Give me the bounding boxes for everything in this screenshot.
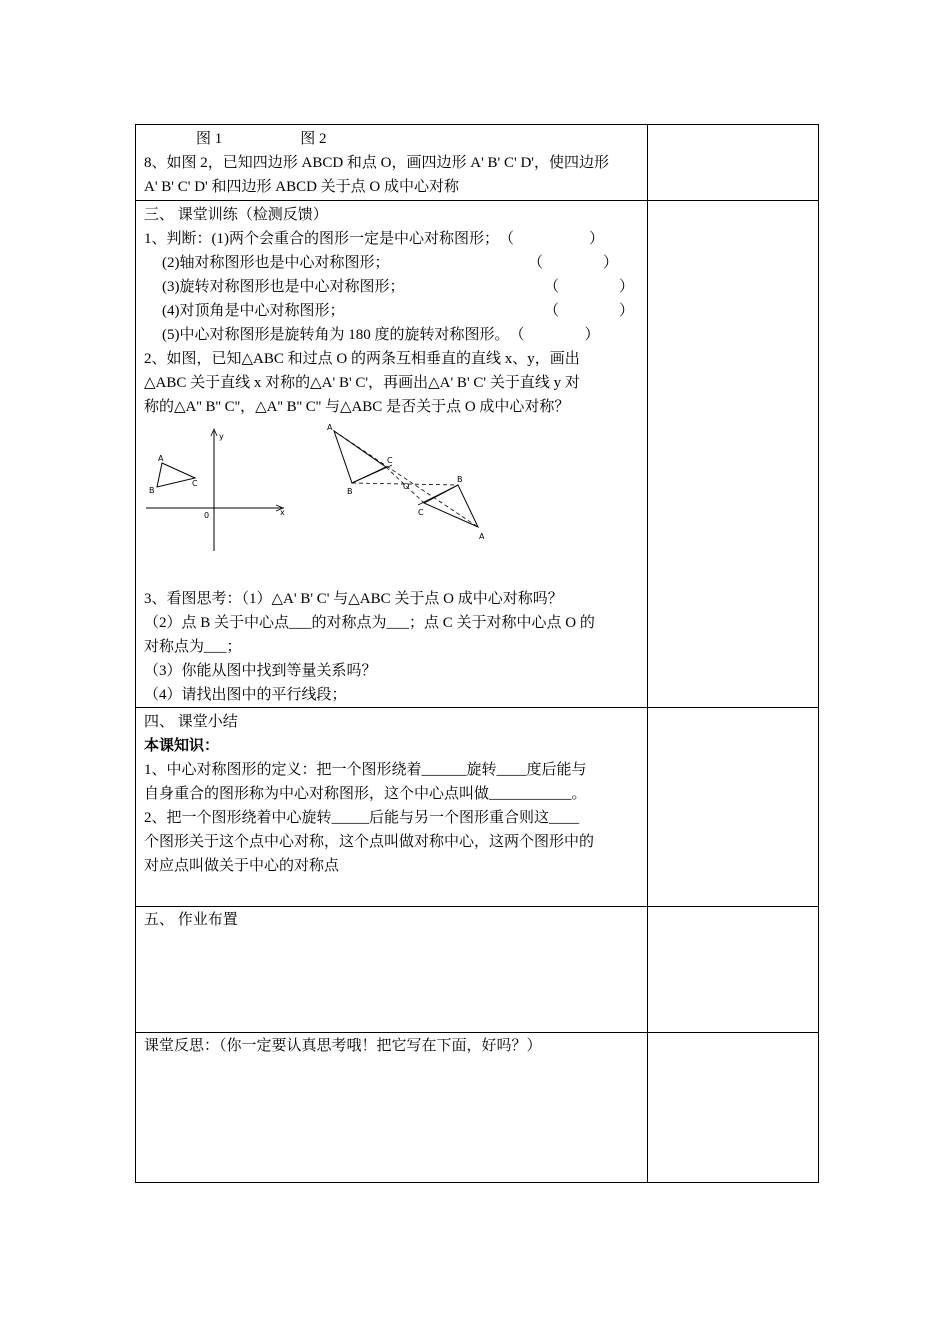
summary-line-5: 对应点叫做关于中心的对称点 bbox=[144, 858, 340, 874]
figure-question-cell bbox=[136, 125, 648, 201]
class-summary-cell bbox=[136, 708, 648, 907]
summary-line-2: 自身重合的图形称为中心对称图形，这个中心点叫做___________。 bbox=[144, 786, 587, 802]
question-8-line-1: 8、如图 2，已知四边形 ABCD 和点 O，画四边形 A' B' C' D'，使四边形 bbox=[144, 155, 609, 171]
question-3-line-1: 3、看图思考：（1）△A' B' C' 与△ABC 关于点 O 成中心对称吗？ bbox=[144, 591, 563, 607]
question-3-line-4: （3）你能从图中找到等量关系吗？ bbox=[144, 663, 377, 679]
axes-triangle-figure bbox=[146, 419, 296, 554]
figure-labels-line bbox=[144, 127, 639, 151]
question-2-line-2: △ABC 关于直线 x 对称的△A' B' C'，再画出△A' B' C' 关于直线 y 对 bbox=[144, 375, 580, 391]
reflection-heading: 课堂反思：（你一定要认真思考哦！把它写在下面，好吗？） bbox=[144, 1038, 542, 1054]
figures-row bbox=[144, 419, 639, 587]
side-note-cell bbox=[648, 1033, 819, 1183]
triangle2-c-label: C bbox=[418, 508, 424, 517]
symmetric-triangles-figure bbox=[320, 419, 495, 544]
origin-label: 0 bbox=[204, 511, 210, 520]
homework-cell bbox=[136, 907, 648, 1033]
homework-heading: 五、 作业布置 bbox=[144, 912, 238, 928]
triangle1-c-label: C bbox=[387, 456, 393, 465]
summary-subheading: 本课知识： bbox=[144, 738, 220, 754]
question-2-line-3: 称的△A'' B'' C''，△A'' B'' C'' 与△ABC 是否关于点 O 成中心对称？ bbox=[144, 399, 570, 415]
summary-heading: 四、 课堂小结 bbox=[144, 714, 238, 730]
question-3-line-5: （4）请找出图中的平行线段； bbox=[144, 687, 347, 703]
triangle1-a-label: A bbox=[327, 423, 333, 432]
figure-1-label: 图 1 bbox=[196, 131, 223, 147]
figure-2-label: 图 2 bbox=[300, 131, 327, 147]
reflection-cell bbox=[136, 1033, 648, 1183]
triangle2-b-label: B bbox=[457, 475, 463, 484]
x-axis-label: x bbox=[280, 508, 285, 517]
side-note-cell bbox=[648, 708, 819, 907]
question-2-line-1: 2、如图，已知△ABC 和过点 O 的两条互相垂直的直线 x、y，画出 bbox=[144, 351, 580, 367]
practice-heading: 三、 课堂训练（检测反馈） bbox=[144, 207, 328, 223]
side-note-cell bbox=[648, 125, 819, 201]
triangle2-a-label: A bbox=[479, 532, 485, 541]
question-3-line-3: 对称点为___； bbox=[144, 639, 242, 655]
judge-item-2: (2)轴对称图形也是中心对称图形； （ ） bbox=[162, 255, 619, 271]
point-a-label: A bbox=[158, 454, 164, 463]
summary-line-3: 2、把一个图形绕着中心旋转_____后能与另一个图形重合则这____ bbox=[144, 810, 580, 826]
point-b-label: B bbox=[149, 486, 155, 495]
summary-line-4: 个图形关于这个点中心对称，这个点叫做对称中心，这两个图形中的 bbox=[144, 834, 595, 850]
side-note-cell bbox=[648, 907, 819, 1033]
judge-item-5: (5)中心对称图形是旋转角为 180 度的旋转对称图形。（ ） bbox=[162, 327, 600, 343]
side-note-cell bbox=[648, 201, 819, 708]
judge-item-3: (3)旋转对称图形也是中心对称图形； （ ） bbox=[162, 279, 635, 295]
point-c-label: C bbox=[192, 479, 198, 488]
triangle1-b-label: B bbox=[347, 487, 353, 496]
judge-item-4: (4)对顶角是中心对称图形； （ ） bbox=[162, 303, 635, 319]
summary-line-1: 1、中心对称图形的定义：把一个图形绕着______旋转____度后能与 bbox=[144, 762, 587, 778]
judge-item-1: 1、判断：(1)两个会重合的图形一定是中心对称图形；（ ） bbox=[144, 231, 605, 247]
y-axis-label: y bbox=[219, 432, 224, 441]
question-8-line-2: A' B' C' D' 和四边形 ABCD 关于点 O 成中心对称 bbox=[144, 179, 459, 195]
question-3-line-2: （2）点 B 关于中心点___的对称点为___；点 C 关于对称中心点 O 的 bbox=[144, 615, 595, 631]
lesson-plan-table bbox=[135, 124, 819, 1183]
classroom-practice-cell bbox=[136, 201, 648, 708]
center-o-label: O bbox=[403, 482, 410, 491]
